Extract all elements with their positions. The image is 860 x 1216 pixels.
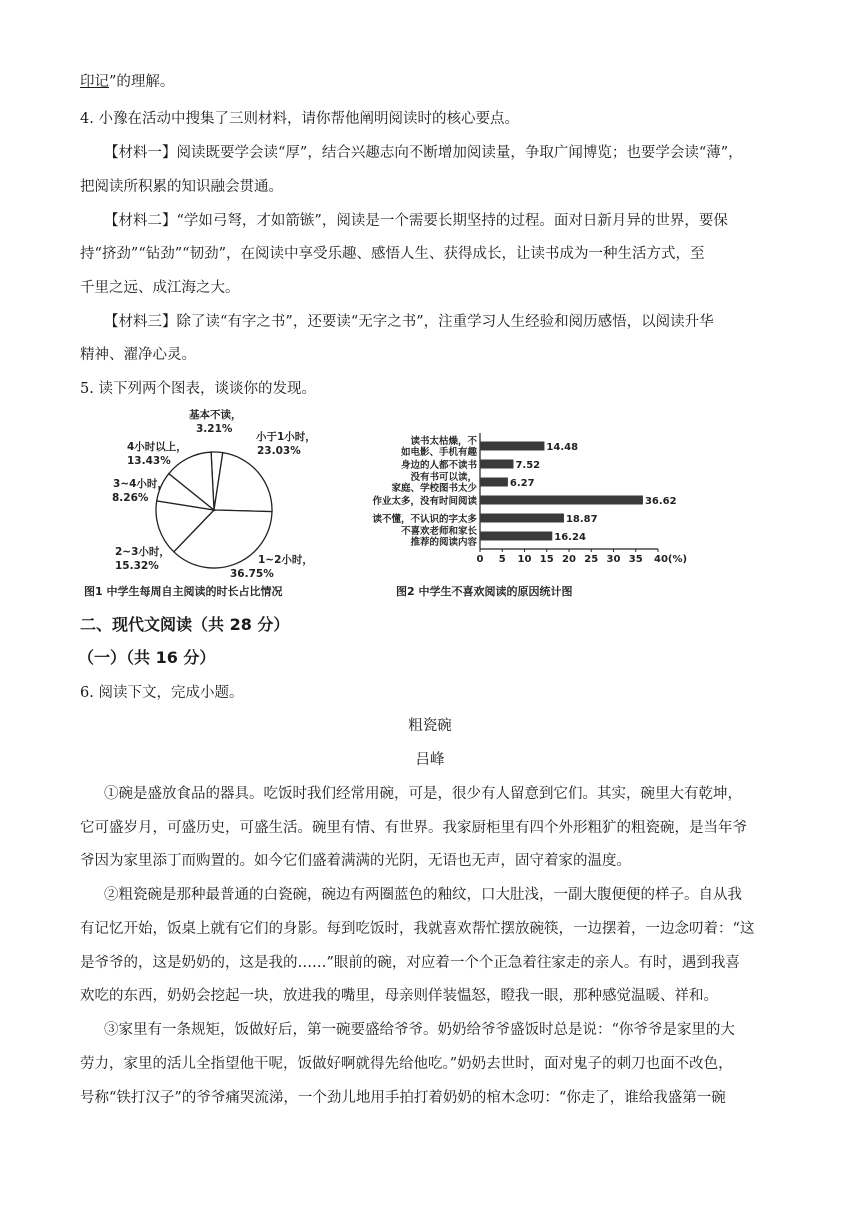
paragraph-3-line-2: 劳力，家里的活儿全指望他干呢，饭做好啊就得先给他吃。”奶奶去世时，面对鬼子的刺刀也面不改色， [80, 1056, 733, 1072]
pie-slice-label: 小于1小时， [256, 431, 316, 443]
pie-slice-value: 36.75% [230, 568, 274, 580]
bar-category-label: 不喜欢老师和家长 [400, 526, 477, 537]
pie-chart-title: 图1 中学生每周自主阅读的时长占比情况 [84, 585, 283, 598]
x-tick-label: 30 [606, 554, 621, 565]
question-4-prompt: 4. 小豫在活动中搜集了三则材料，请你帮他阐明阅读时的核心要点。 [80, 111, 519, 127]
material-3-line-1: 【材料三】除了读“有字之书”，还要读“无字之书”，注重学习人生经验和阅历感悟，以阅读升华 [104, 314, 714, 330]
paragraph-3-line-1: ③家里有一条规矩，饭做好后，第一碗要盛给爷爷。奶奶给爷爷盛饭时总是说：“你爷爷是家里的大 [104, 1022, 735, 1038]
paragraph-2-line-4: 欢吃的东西，奶奶会挖起一块，放进我的嘴里，母亲则佯装愠怒，瞪我一眼，那种感觉温暖、祥和。 [80, 988, 718, 1004]
bar [480, 478, 508, 487]
article-author: 吕峰 [415, 752, 445, 768]
material-2-line-1: 【材料二】“学如弓弩，才如箭镞”，阅读是一个需要长期坚持的过程。面对日新月异的世界，要保 [104, 213, 728, 229]
paragraph-1-line-3: 爷因为家里添丁而购置的。如今它们盛着满满的光阴，无语也无声，固守着家的温度。 [80, 853, 631, 869]
x-tick-label: 20 [562, 554, 576, 565]
bar-chart-dislike-reasons [372, 405, 688, 600]
paragraph-3-line-3: 号称“铁打汉子”的爷爷痛哭流涕，一个劲儿地用手拍打着奶奶的棺木念叨：“你走了，谁给我盛第一碗 [80, 1090, 726, 1106]
bar [480, 496, 643, 505]
x-tick-label: 15 [539, 554, 554, 565]
bar-category-label: 家庭、学校图书太少 [391, 483, 477, 494]
bar-category-label: 推荐的阅读内容 [410, 537, 477, 548]
underlined-term: 印记 [80, 74, 109, 90]
section-2-title: 二、现代文阅读（共 28 分） [80, 615, 290, 634]
pie-slice-value: 23.03% [257, 445, 301, 457]
material-2-line-2: 持“挤劲”“钻劲”“韧劲”，在阅读中享受乐趣、感悟人生、获得成长，让读书成为一种生活方式，至 [80, 246, 705, 262]
bar-value-label: 7.52 [515, 460, 541, 471]
bar-value-label: 18.87 [565, 514, 598, 525]
pie-slice-value: 13.43% [127, 455, 171, 467]
question-6-prompt: 6. 阅读下文，完成小题。 [80, 685, 244, 701]
bar-category-label: 读书太枯燥，不 [410, 436, 477, 447]
paragraph-2-line-1: ②粗瓷碗是那种最普通的白瓷碗，碗边有两圈蓝色的釉纹，口大肚浅，一副大腹便便的样子。自从我 [104, 887, 742, 903]
paragraph-2-line-2: 有记忆开始，饭桌上就有它们的身影。每到吃饭时，我就喜欢帮忙摆放碗筷，一边摆着，一边念叨着：“这 [80, 921, 755, 937]
x-tick-label: 35 [628, 554, 643, 565]
section-2-subtitle: （一）（共 16 分） [78, 648, 216, 667]
bar [480, 460, 513, 469]
bar-value-label: 14.48 [546, 442, 579, 453]
bar [480, 514, 564, 523]
bar-chart-title: 图2 中学生不喜欢阅读的原因统计图 [396, 585, 573, 598]
bar-value-label: 6.27 [509, 478, 535, 489]
pie-slice-label: 1~2小时， [258, 554, 313, 566]
article-title: 粗瓷碗 [408, 718, 452, 734]
x-tick-label: 5 [498, 554, 506, 565]
x-tick-label: 25 [584, 554, 599, 565]
bar [480, 532, 552, 541]
bar-category-label: 作业太多，没有时间阅读 [372, 496, 477, 507]
x-tick-label: 40(%) [654, 554, 688, 565]
paragraph-2-line-3: 是爷爷的，这是奶奶的，这是我的……”眼前的碗，对应着一个个正急着往家走的亲人。有时，遇到我喜 [80, 955, 740, 971]
paragraph-1-line-1: ①碗是盛放食品的器具。吃饭时我们经常用碗，可是，很少有人留意到它们。其实，碗里大有乾坤， [104, 786, 742, 802]
bar-category-label: 如电影、手机有趣 [400, 447, 477, 458]
material-1-line-1: 【材料一】阅读既要学会读“厚”，结合兴趣志向不断增加阅读量，争取广闻博览；也要学会读“薄”， [104, 145, 743, 161]
pie-slice-label: 2~3小时， [115, 546, 170, 558]
pie-slice-label: 4小时以上， [127, 441, 187, 453]
previous-question-tail [80, 72, 174, 92]
pie-chart-reading-time [84, 405, 344, 600]
material-2-line-3: 千里之远、成江海之大。 [80, 280, 240, 296]
material-3-line-2: 精神、濯净心灵。 [80, 347, 196, 363]
pie-slice-value: 8.26% [112, 492, 149, 504]
x-tick-label: 10 [517, 554, 532, 565]
bar-value-label: 36.62 [644, 496, 677, 507]
bar-category-label: 没有书可以读， [410, 472, 477, 483]
bar-category-label: 读不懂，不认识的字太多 [372, 514, 477, 525]
pie-slice-value: 3.21% [196, 423, 233, 435]
pie-slice-value: 15.32% [115, 560, 159, 572]
pie-slice-label: 3~4小时， [113, 478, 168, 490]
bar-value-label: 16.24 [554, 532, 586, 543]
bar-category-label: 身边的人都不读书 [400, 460, 477, 471]
paragraph-1-line-2: 它可盛岁月，可盛历史，可盛生活。碗里有情、有世界。我家厨柜里有四个外形粗犷的粗瓷碗，是当年爷 [80, 820, 747, 836]
material-1-line-2: 把阅读所积累的知识融会贯通。 [80, 179, 283, 195]
bar [480, 442, 544, 451]
pie-slice-label: 基本不读， [189, 409, 242, 421]
x-tick-label: 0 [476, 554, 484, 565]
question-5-prompt: 5. 读下列两个图表，谈谈你的发现。 [80, 381, 316, 397]
pie-slice [214, 453, 272, 512]
previous-question-tail-text: ”的理解。 [109, 74, 175, 90]
